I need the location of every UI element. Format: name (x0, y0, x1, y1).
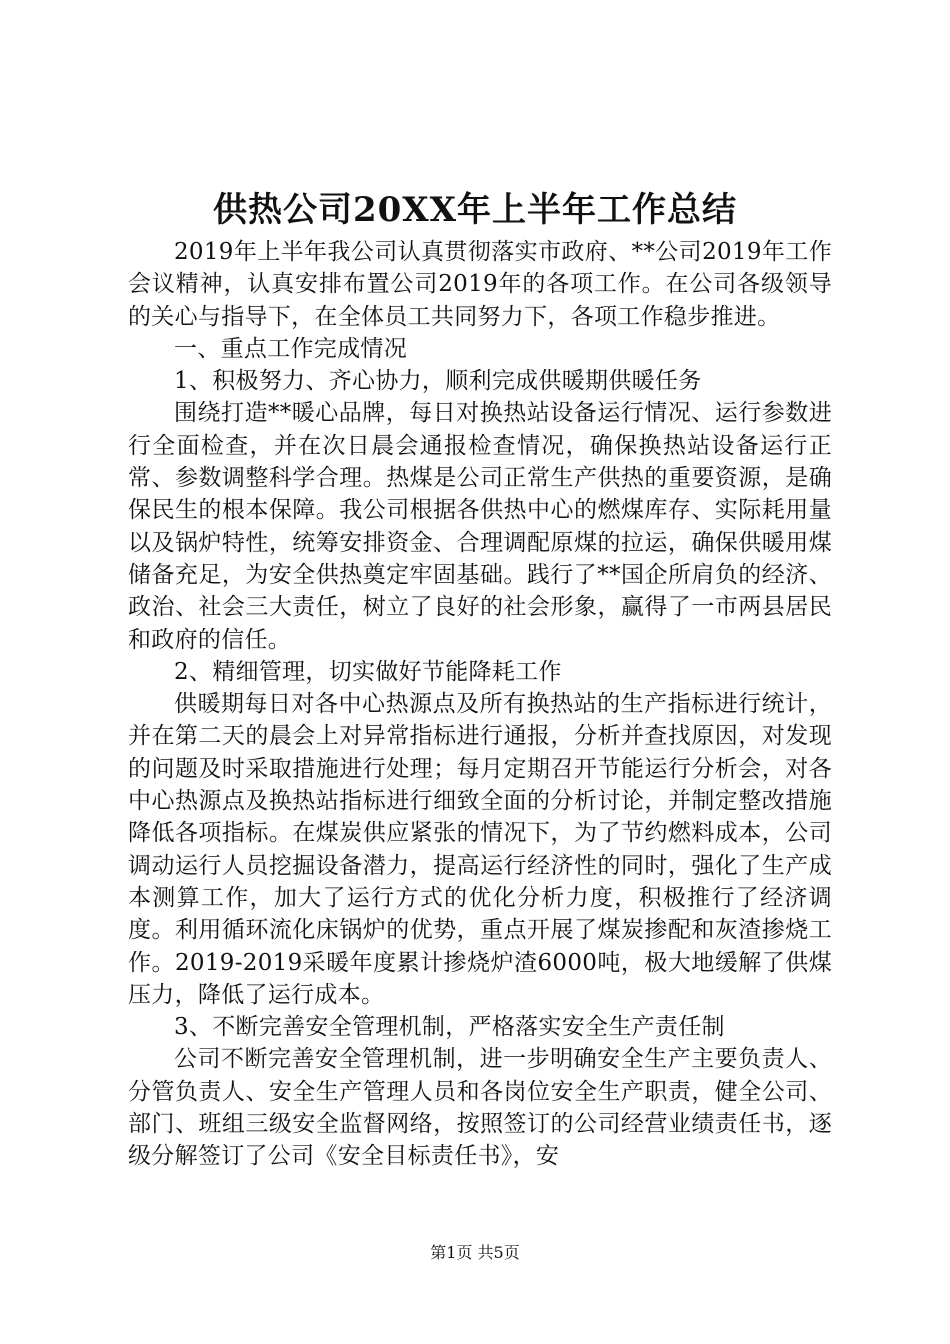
item-1-heading: 1、积极努力、齐心协力，顺利完成供暖期供暖任务 (174, 368, 702, 395)
page-number: 第1页 共5页 (430, 1243, 520, 1262)
document-body (128, 236, 832, 1173)
item-3-heading: 3、不断完善安全管理机制，严格落实安全生产责任制 (174, 1014, 725, 1041)
item-2-heading: 2、精细管理，切实做好节能降耗工作 (174, 658, 562, 685)
section-heading: 一、重点工作完成情况 (174, 335, 407, 362)
document-title: 供热公司20XX年上半年工作总结 (212, 190, 738, 230)
intro-paragraph: 2019年上半年我公司认真贯彻落实市政府、**公司2019年工作会议精神，认真安排布置公司2019年的各项工作。在公司各级领导的关心与指导下，在全体员工共同努力下，各项工作稳步推进。 (128, 239, 832, 330)
item-2-paragraph: 供暖期每日对各中心热源点及所有换热站的生产指标进行统计，并在第二天的晨会上对异常指标进行通报，分析并查找原因，对发现的问题及时采取措施进行处理；每月定期召开节能运行分析会，对各中心热源点及换热站指标进行细致全面的分析讨论，并制定整改措施降低各项指标。在煤炭供应紧张的情况下，为了节约燃料成本，公司调动运行人员挖掘设备潜力，提高运行经济性的同时，强化了生产成本测算工作，加大了运行方式的优化分析力度，积极推行了经济调度。利用循环流化床锅炉的优势，重点开展了煤炭掺配和灰渣掺烧工作。2019-2019采暖年度累计掺烧炉渣6000吨，极大地缓解了供煤压力，降低了运行成本。 (128, 691, 832, 1008)
item-1-paragraph: 围绕打造**暖心品牌，每日对换热站设备运行情况、运行参数进行全面检查，并在次日晨会通报检查情况，确保换热站设备运行正常、参数调整科学合理。热煤是公司正常生产供热的重要资源，是确保民生的根本保障。我公司根据各供热中心的燃煤库存、实际耗用量以及锅炉特性，统筹安排资金、合理调配原煤的拉运，确保供暖用煤储备充足，为安全供热奠定牢固基础。践行了**国企所肩负的经济、政治、社会三大责任，树立了良好的社会形象，赢得了一市两县居民和政府的信任。 (128, 400, 832, 653)
item-3-paragraph: 公司不断完善安全管理机制，进一步明确安全生产主要负责人、分管负责人、安全生产管理人员和各岗位安全生产职责，健全公司、部门、班组三级安全监督网络，按照签订的公司经营业绩责任书，逐级分解签订了公司《安全目标责任书》，安 (128, 1046, 832, 1170)
